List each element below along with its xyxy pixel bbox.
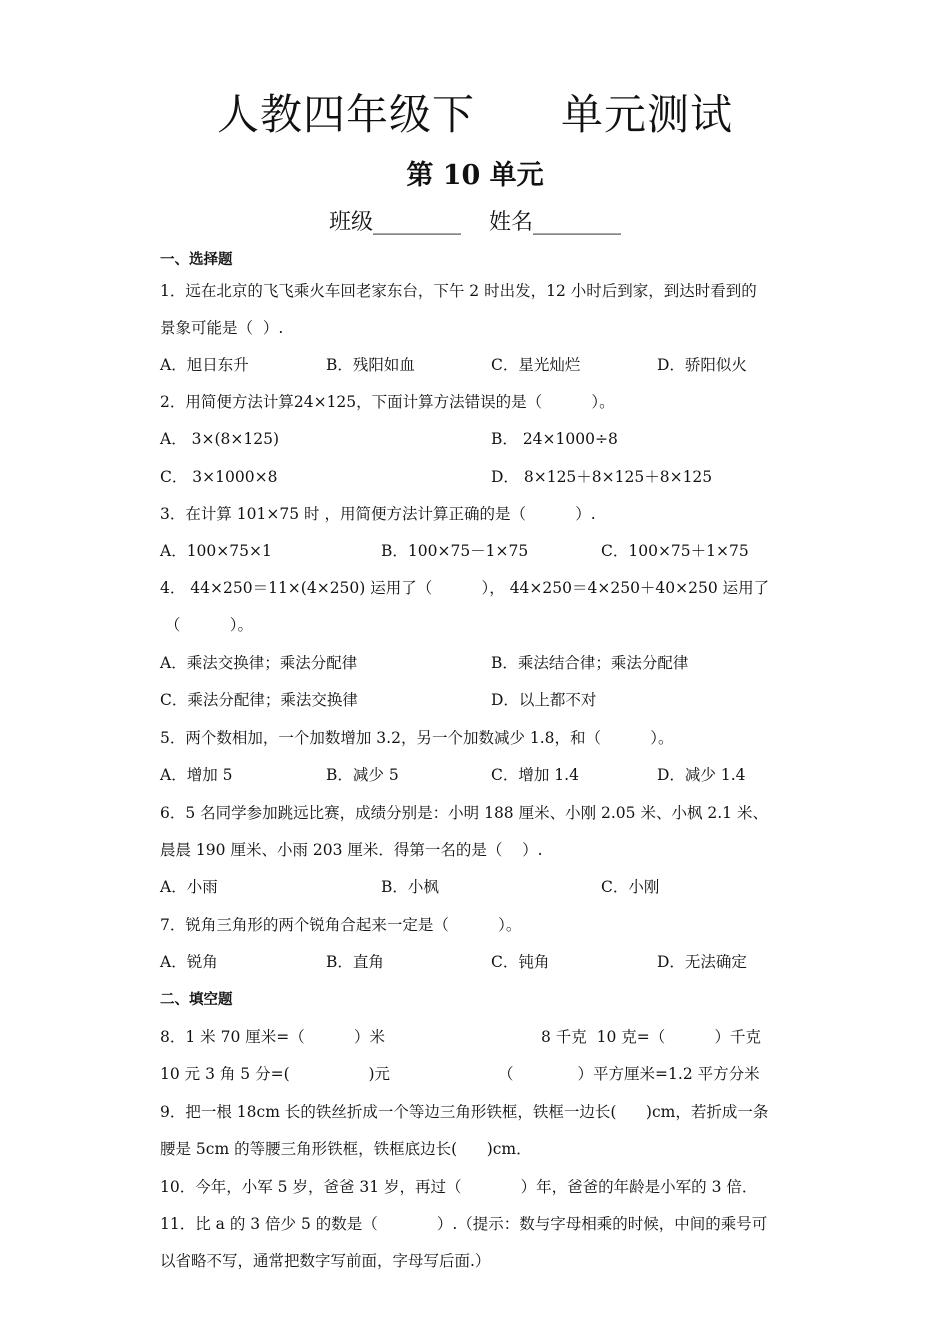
- q4-text-line1: 4． 44×250＝11×(4×250) 运用了（ ）， 44×250＝4×250＋40×250 运用了: [160, 579, 770, 597]
- q2-text: 2．用简便方法计算24×125，下面计算方法错误的是（ ）。: [160, 393, 615, 411]
- q9-text-line1: 9．把一根 18cm 长的铁丝折成一个等边三角形铁框，铁框一边长( )cm，若折成一条: [160, 1103, 769, 1121]
- q11-text-line1: 11．比 a 的 3 倍少 5 的数是（ ）.（提示：数与字母相乘的时候，中间的乘号可: [160, 1215, 768, 1233]
- q2-option-b: B． 24×1000÷8: [491, 430, 618, 448]
- q6-option-a: A．小雨: [160, 878, 218, 896]
- q11-text-line2: 以省略不写，通常把数字写前面，字母写后面.）: [160, 1252, 491, 1270]
- q6-text-line2: 晨晨 190 厘米、小雨 203 厘米．得第一名的是（ ）.: [160, 841, 543, 859]
- q5-text: 5．两个数相加，一个加数增加 3.2，另一个加数减少 1.8，和（ ）。: [160, 729, 674, 747]
- q1-option-a: A．旭日东升: [160, 356, 249, 374]
- q7-option-a: A．锐角: [160, 953, 218, 971]
- q1-text-line2: 景象可能是（ ）.: [160, 319, 284, 337]
- q2-option-d: D． 8×125＋8×125＋8×125: [491, 468, 713, 486]
- q2-option-a: A． 3×(8×125): [160, 430, 279, 448]
- q3-option-c: C．100×75＋1×75: [601, 542, 749, 560]
- q1-text-line1: 1．远在北京的飞飞乘火车回老家东台，下午 2 时出发，12 小时后到家，到达时看到的: [160, 282, 757, 300]
- q5-option-c: C．增加 1.4: [491, 766, 579, 784]
- q7-option-c: C．钝角: [491, 953, 550, 971]
- q1-option-c: C．星光灿烂: [491, 356, 581, 374]
- q3-option-b: B．100×75－1×75: [381, 542, 529, 560]
- section-fill-heading: 二、填空题: [160, 992, 233, 1008]
- q4-option-d: D．以上都不对: [491, 691, 597, 709]
- q7-option-d: D．无法确定: [657, 953, 747, 971]
- q5-option-b: B．减少 5: [326, 766, 399, 784]
- q9-text-line2: 腰是 5cm 的等腰三角形铁框，铁框底边长( )cm．: [160, 1140, 532, 1158]
- q4-option-c: C．乘法分配律；乘法交换律: [160, 691, 358, 709]
- q7-option-b: B．直角: [326, 953, 384, 971]
- q6-option-b: B．小枫: [381, 878, 439, 896]
- q3-text: 3．在计算 101×75 时 ，用简便方法计算正确的是（ ）.: [160, 505, 596, 523]
- q7-text: 7．锐角三角形的两个锐角合起来一定是（ ）。: [160, 916, 522, 934]
- q5-option-d: D．减少 1.4: [657, 766, 746, 784]
- page-title: 人教四年级下 单元测试: [216, 90, 734, 139]
- q4-option-b: B．乘法结合律；乘法分配律: [491, 654, 689, 672]
- q5-option-a: A．增加 5: [160, 766, 233, 784]
- q1-option-d: D．骄阳似火: [657, 356, 747, 374]
- q6-text-line1: 6．5 名同学参加跳远比赛，成绩分别是：小明 188 厘米、小刚 2.05 米、小枫 2.1 米、: [160, 804, 768, 822]
- class-name-line: 班级________ 姓名________: [329, 210, 621, 235]
- unit-subtitle: 第 10 单元: [406, 160, 544, 191]
- q3-option-a: A．100×75×1: [160, 542, 272, 560]
- q8-part3: 10 元 3 角 5 分=( )元: [160, 1065, 390, 1083]
- q10-text: 10．今年，小军 5 岁，爸爸 31 岁，再过（ ）年，爸爸的年龄是小军的 3 倍．: [160, 1178, 758, 1196]
- q6-option-c: C．小刚: [601, 878, 660, 896]
- q8-part1: 8．1 米 70 厘米=（ ）米: [160, 1028, 385, 1046]
- q8-part2: 8 千克 10 克=（ ）千克: [541, 1028, 762, 1046]
- q8-part4: （ ）平方厘米=1.2 平方分米: [498, 1065, 760, 1083]
- q4-option-a: A．乘法交换律；乘法分配律: [160, 654, 358, 672]
- section-choice-heading: 一、选择题: [160, 252, 233, 268]
- q1-option-b: B．残阳如血: [326, 356, 415, 374]
- q2-option-c: C． 3×1000×8: [160, 468, 278, 486]
- q4-text-line2: （ ）。: [160, 616, 253, 634]
